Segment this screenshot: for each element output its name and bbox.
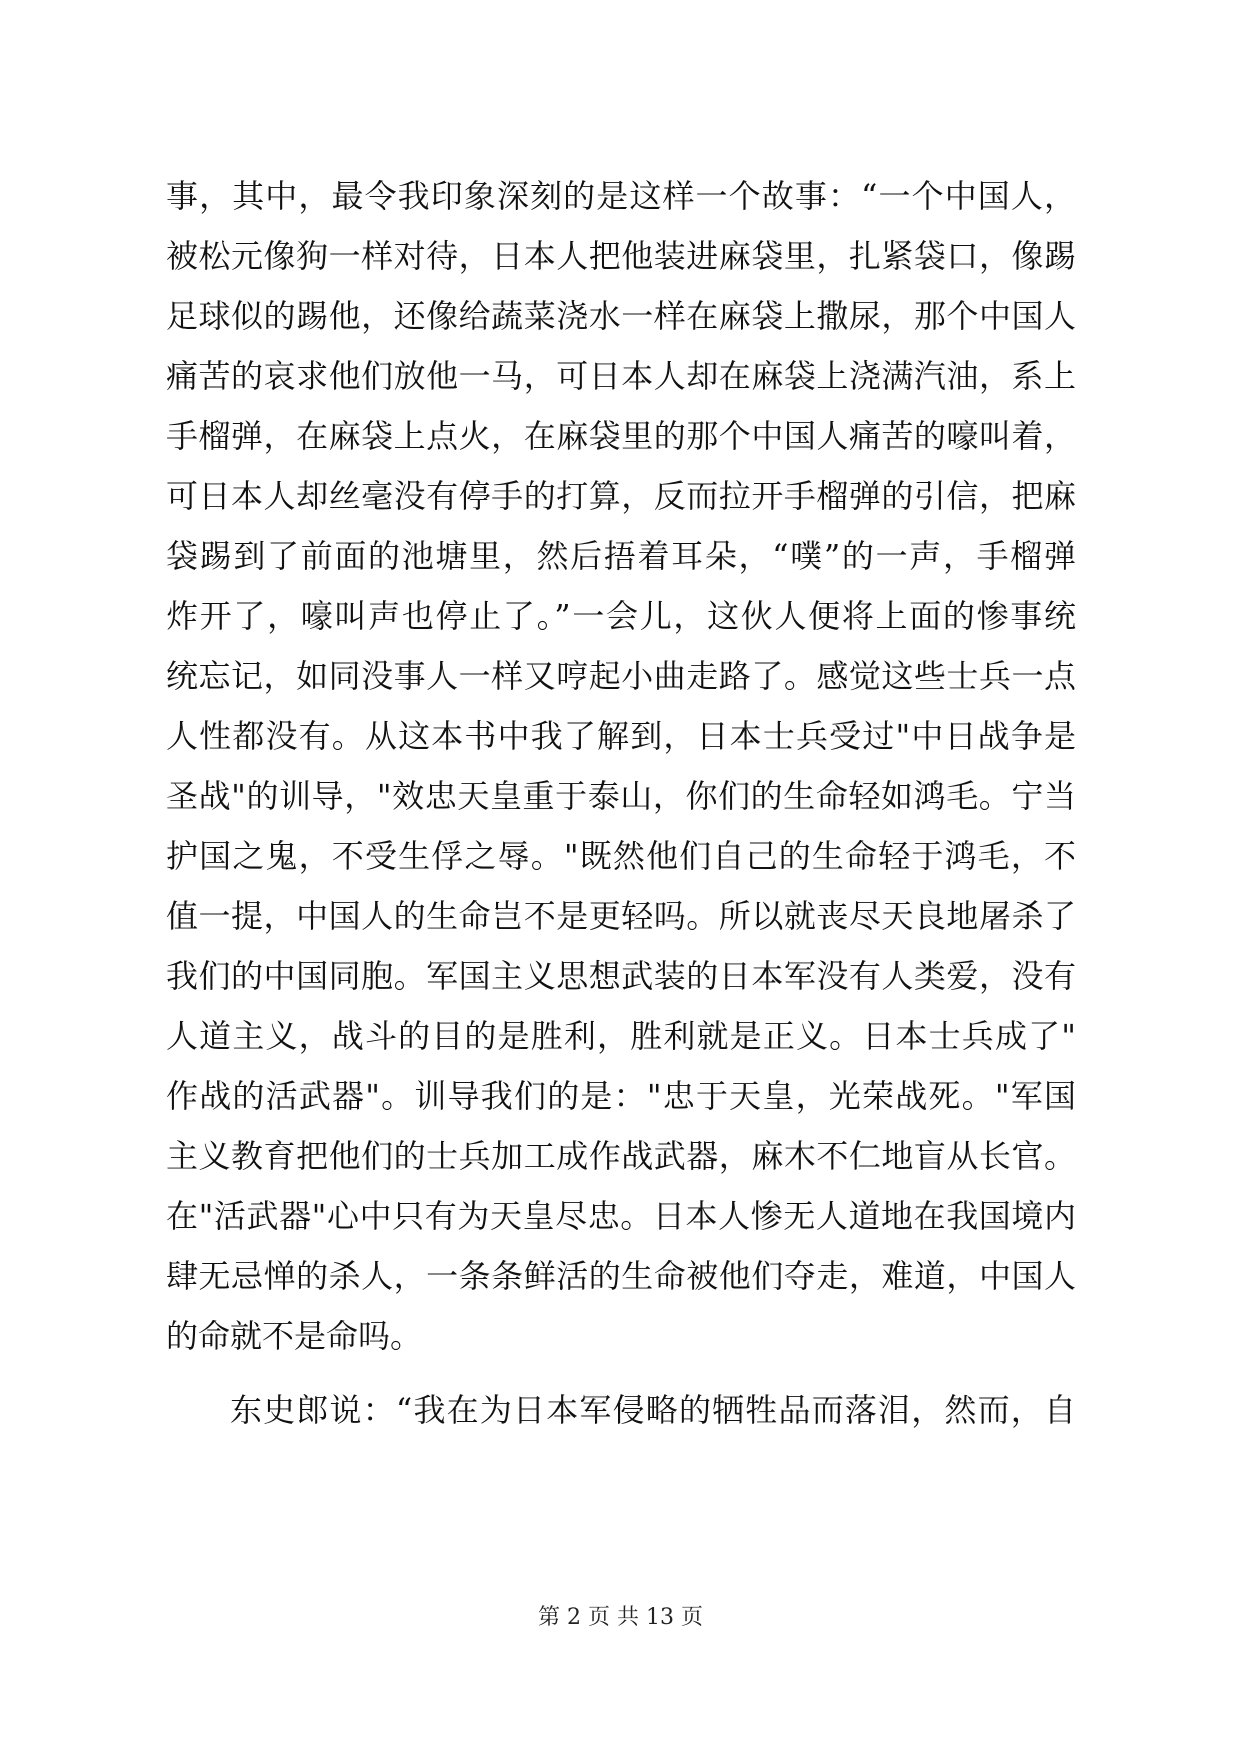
text-line: 痛苦的哀求他们放他一马，可日本人却在麻袋上浇满汽油，系上 <box>166 357 1076 395</box>
text-line: 人道主义，战斗的目的是胜利，胜利就是正义。日本士兵成了" <box>166 1017 1076 1055</box>
next-paragraph-first-line: 东史郎说：“我在为日本军侵略的牺牲品而落泪，然而，自 <box>230 1391 1076 1429</box>
paragraph-end-line: 的命就不是命吗。 <box>166 1317 423 1355</box>
text-line: 统忘记，如同没事人一样又哼起小曲走路了。感觉这些士兵一点 <box>166 657 1076 695</box>
text-line: 主义教育把他们的士兵加工成作战武器，麻木不仁地盲从长官。 <box>166 1137 1076 1175</box>
text-line: 袋踢到了前面的池塘里，然后捂着耳朵，“噗”的一声，手榴弹 <box>166 537 1076 575</box>
text-line: 人性都没有。从这本书中我了解到，日本士兵受过"中日战争是 <box>166 717 1076 755</box>
text-line: 值一提，中国人的生命岂不是更轻吗。所以就丧尽天良地屠杀了 <box>166 897 1076 935</box>
text-line: 圣战"的训导，"效忠天皇重于泰山，你们的生命轻如鸿毛。宁当 <box>166 777 1076 815</box>
body-text <box>166 166 1076 1440</box>
text-line: 护国之鬼，不受生俘之辱。"既然他们自己的生命轻于鸿毛，不 <box>166 837 1076 875</box>
text-line: 我们的中国同胞。军国主义思想武装的日本军没有人类爱，没有 <box>166 957 1076 995</box>
text-line: 作战的活武器"。训导我们的是："忠于天皇，光荣战死。"军国 <box>166 1077 1076 1115</box>
text-line: 可日本人却丝毫没有停手的打算，反而拉开手榴弹的引信，把麻 <box>166 477 1076 515</box>
text-line: 肆无忌惮的杀人，一条条鲜活的生命被他们夺走，难道，中国人 <box>166 1257 1076 1295</box>
text-line: 炸开了，嚎叫声也停止了。”一会儿，这伙人便将上面的惨事统 <box>166 597 1076 635</box>
page-number-footer: 第 2 页 共 13 页 <box>538 1605 703 1630</box>
text-line: 手榴弹，在麻袋上点火，在麻袋里的那个中国人痛苦的嚎叫着， <box>166 417 1076 455</box>
text-line: 事，其中，最令我印象深刻的是这样一个故事：“一个中国人， <box>166 177 1076 215</box>
text-line: 足球似的踢他，还像给蔬菜浇水一样在麻袋上撒尿，那个中国人 <box>166 297 1076 335</box>
text-line: 被松元像狗一样对待，日本人把他装进麻袋里，扎紧袋口，像踢 <box>166 237 1076 275</box>
text-line: 在"活武器"心中只有为天皇尽忠。日本人惨无人道地在我国境内 <box>166 1197 1076 1235</box>
